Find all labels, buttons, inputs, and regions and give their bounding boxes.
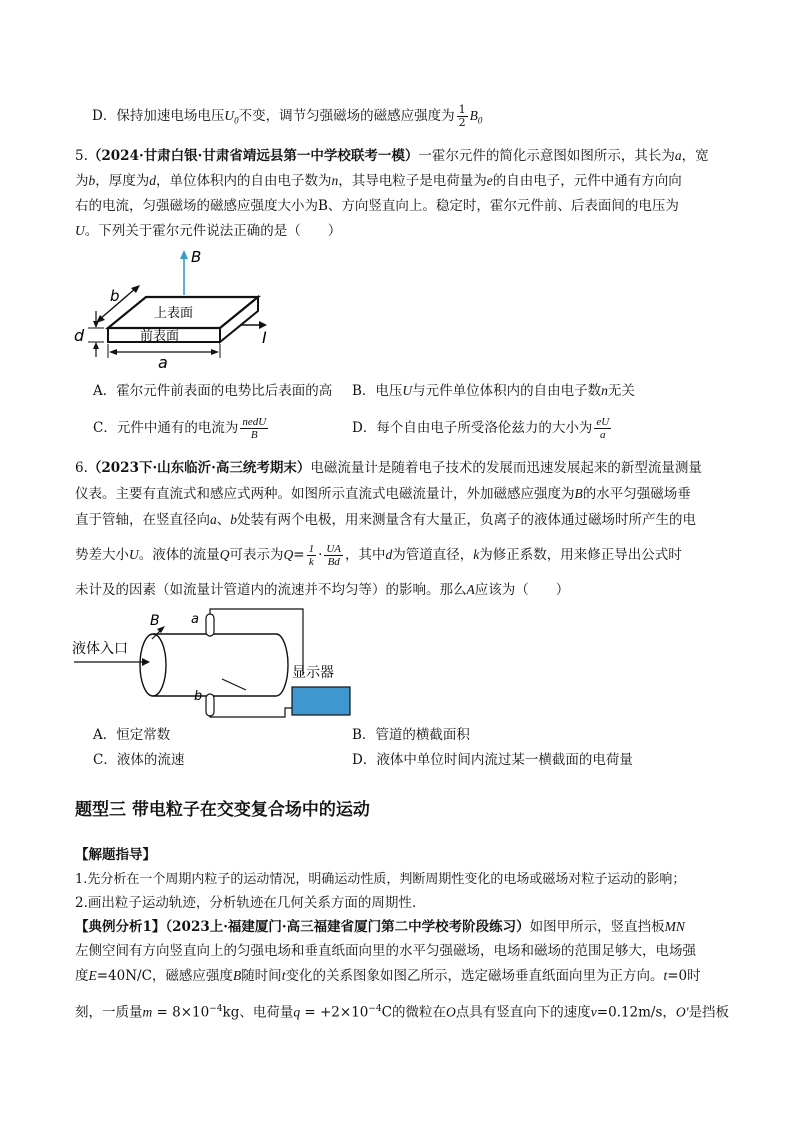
q5-option-c: C．元件中通有的电流为 $\frac{\text{nedU}}{B}$ <box>93 416 267 441</box>
q6-line-1: 6.（2023下·山东临沂·高三统考期末）电磁流量计是随着电子技术的发展而迅速发展起来的新型流量测量 <box>75 460 702 476</box>
fraction-force: $\frac{eU}{a}$ <box>596 416 610 441</box>
q6-line-2: 仪表。主要有直流式和感应式两种。如图所示直流式电磁流量计，外加磁感应强度为B的水平匀强磁场垂 <box>75 486 691 502</box>
label-b-width: b <box>110 287 120 305</box>
q6-source: （2023下·山东临沂·高三统考期末） <box>87 460 311 476</box>
label-b-field: B <box>150 613 160 629</box>
q6-option-c: C．液体的流速 <box>93 752 185 768</box>
example1-line-2: 左侧空间有方向竖直向上的匀强电场和垂直纸面向里的水平匀强磁场，电场和磁场的范围足够大，电场强 <box>75 943 696 959</box>
example1-line-3: 度E=40N/C，磁感应强度B随时间t变化的关系图象如图乙所示，选定磁场垂直纸面向里为正方向。t=0时 <box>75 968 701 984</box>
label-display: 显示器 <box>292 665 334 681</box>
label-current: I <box>262 328 267 347</box>
q6-option-d: D．液体中单位时间内流过某一横截面的电荷量 <box>352 752 633 768</box>
var-u0: $U_0$ <box>224 108 239 126</box>
guide-item-1: 1.先分析在一个周期内粒子的运动情况，明确运动性质，判断周期性变化的电场或磁场对粒子运动的影响； <box>75 872 686 887</box>
q6-option-a: A．恒定常数 <box>93 727 171 743</box>
example1-source: （2023上·福建厦门·高三福建省厦门第二中学校考阶段练习） <box>165 919 530 935</box>
pipe-outlet <box>276 634 288 696</box>
q5-line-3: 右的电流，匀强磁场的磁感应强度大小为B、方向竖直向上。稳定时，霍尔元件前、后表面间的电压为 <box>75 198 679 214</box>
q5-line-4: U。下列关于霍尔元件说法正确的是（ ） <box>75 223 342 239</box>
q5-option-a: A．霍尔元件前表面的电势比后表面的高 <box>93 383 333 399</box>
display-box <box>292 687 350 715</box>
label-liquid-inlet: 液体入口 <box>72 641 128 657</box>
b-arrowhead <box>180 250 188 259</box>
label-length: a <box>158 353 168 370</box>
fraction-half: $\frac{1}{2}$ <box>458 103 466 129</box>
q5-line-1: 5.（2024·甘肃白银·甘肃省靖远县第一中学校联考一模）一霍尔元件的简化示意图如图所示，其长为a，宽 <box>75 148 709 164</box>
section-heading: 题型三 带电粒子在交变复合场中的运动 <box>75 800 370 820</box>
example1-line-1: 【典例分析1】（2023上·福建厦门·高三福建省厦门第二中学校考阶段练习）如图甲所示，竖直挡板MN <box>75 919 685 935</box>
q4-option-d: D．保持加速电场电压$U_0$不变，调节匀强磁场的磁感应强度为 $\frac{1}{2}$ $B_0$ <box>92 103 483 129</box>
example1-line-4: 刻，一质量$m = 8\times 10^{-4}kg$、电荷量$q = +2\times 10^{-4}C$的微粒在O点具有竖直向下的速度v=0.12m/s，O'是挡板 <box>75 1004 730 1021</box>
q6-line-4: 势差大小U。液体的流量Q可表示为Q= $\frac{1}{k}$ · $\frac{UA}{Bd}$ ，其中d为管道直径，k为修正系数，用来修正导出公式时 <box>75 543 682 568</box>
fraction-one-over-k: $\frac{1}{k}$ <box>308 543 315 568</box>
electrode-a <box>206 614 214 636</box>
guide-item-2: 2.画出粒子运动轨迹，分析轨迹在几何关系方面的周期性. <box>75 895 417 911</box>
wire-top <box>210 609 303 675</box>
q6-line-5: 未计及的因素（如流量计管道内的流速并不均匀等）的影响。那么A应该为（ ） <box>75 582 570 598</box>
q5-option-d: D．每个自由电子所受洛伦兹力的大小为 $\frac{eU}{a}$ <box>352 416 610 441</box>
label-front-surface: 前表面 <box>140 329 180 344</box>
fraction-ua-over-bd: $\frac{UA}{Bd}$ <box>326 543 342 568</box>
label-electrode-a: a <box>191 612 199 627</box>
label-electrode-b: b <box>194 689 203 704</box>
side-face <box>220 297 258 342</box>
label-top-surface: 上表面 <box>154 306 194 321</box>
electrode-b <box>206 694 214 716</box>
q5-line-2: 为b，厚度为d，单位体积内的自由电子数为n，其导电粒子是电荷量为e的自由电子，元件中通有方向向 <box>75 173 682 189</box>
label-b-field: B <box>191 248 202 266</box>
hall-element-figure <box>70 245 290 370</box>
q6-line-3: 直于管轴，在竖直径向a、b处装有两个电极，用来测量含有大量正，负离子的液体通过磁场时所产生的电 <box>75 512 696 528</box>
q5-source: （2024·甘肃白银·甘肃省靖远县第一中学校联考一模） <box>87 148 419 164</box>
fraction-current: $\frac{\text{nedU}}{B}$ <box>242 416 267 441</box>
q6-option-b: B．管道的横截面积 <box>352 727 470 743</box>
wire-bottom <box>210 708 292 717</box>
guide-title: 【解题指导】 <box>75 847 156 863</box>
q5-option-b: B．电压U与元件单位体积内的自由电子数n无关 <box>352 383 635 399</box>
flowmeter-figure <box>70 605 370 720</box>
label-thickness: d <box>74 326 85 345</box>
